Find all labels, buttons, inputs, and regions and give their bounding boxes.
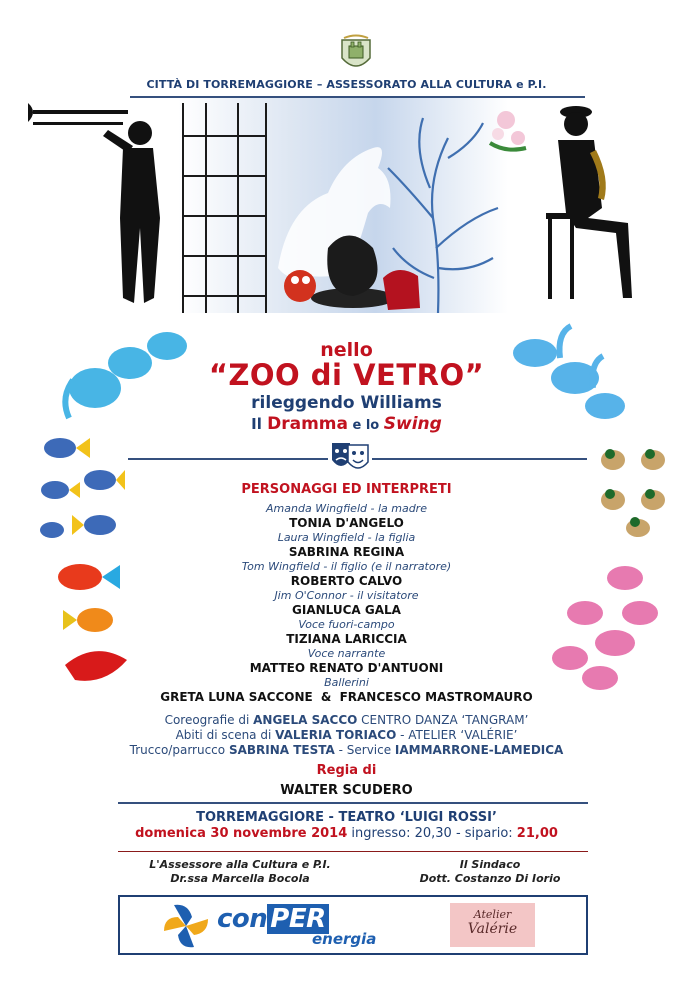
credit-makeup [0, 743, 693, 757]
direction-label: Regia di [316, 763, 377, 778]
role-voce-narrante: Voce narrante [307, 647, 386, 660]
credit-choreography [0, 713, 693, 727]
actor-sabrina: SABRINA REGINA [288, 545, 405, 559]
masks-divider-right [372, 458, 587, 460]
sindaco-name: Dott. Costanzo Di Iorio [419, 872, 561, 885]
role-laura: Laura Wingfield - la figlia [277, 531, 416, 544]
show-title: “ZOO di VETRO” [208, 358, 485, 392]
assessore-name: Dr.ssa Marcella Bocola [170, 872, 310, 885]
coat-of-arms [338, 34, 374, 74]
sipario-time: 21,00 [516, 826, 558, 841]
tagline-il: Il [251, 415, 268, 433]
role-voce-fuori-campo: Voce fuori-campo [298, 618, 395, 631]
ingresso-label: ingresso: [347, 826, 415, 841]
signature-divider [118, 851, 588, 852]
costumes-label: Abiti di scena di [175, 728, 276, 742]
venue-date-line [0, 826, 693, 841]
director-name: WALTER SCUDERO [280, 783, 413, 798]
credit-costumes [0, 728, 693, 742]
sponsor-box [118, 895, 588, 955]
sipario-label: - sipario: [451, 826, 517, 841]
costume-atelier: - ATELIER ‘VALÉRIE’ [396, 728, 518, 742]
atelier-line1: Atelier [473, 908, 512, 921]
dancers-names [0, 690, 693, 704]
sindaco-role: Il Sindaco [459, 858, 521, 871]
assessore-role: L'Assessore alla Cultura e P.I. [149, 858, 331, 871]
dancers-label: Ballerini [324, 676, 369, 689]
choreography-school: CENTRO DANZA ‘TANGRAM’ [357, 713, 529, 727]
masks-divider-left [128, 458, 328, 460]
venue-place: TORREMAGGIORE - TEATRO ‘LUIGI ROSSI’ [196, 810, 497, 825]
choreography-label: Coreografie di [164, 713, 254, 727]
actor-tiziana: TIZIANA LARICCIA [286, 632, 407, 646]
actor-roberto: ROBERTO CALVO [290, 574, 403, 588]
service-label: - Service [334, 743, 395, 757]
atelier-valerie-logo [450, 903, 535, 947]
conper-logo [162, 903, 442, 949]
tagline-swing: Swing [383, 414, 442, 434]
atelier-line2: Valérie [467, 921, 518, 937]
conper-per: PER [267, 904, 328, 934]
theatre-masks [330, 440, 370, 474]
conper-energia: energia [312, 930, 377, 948]
show-intro: nello [320, 339, 373, 361]
makeup-artist-name: SABRINA TESTA [228, 743, 335, 757]
page-title: CITTÀ DI TORREMAGGIORE – ASSESSORATO ALLA CULTURA e P.I. [146, 78, 547, 91]
venue-divider [118, 802, 588, 804]
trombone-player-silhouette [28, 103, 160, 303]
role-jim: Jim O'Connor - il visitatore [274, 589, 419, 602]
actor-matteo: MATTEO RENATO D'ANTUONI [249, 661, 444, 675]
conper-con: con [217, 904, 268, 934]
role-amanda: Amanda Wingfield - la madre [266, 502, 427, 515]
illustration-banner [28, 98, 668, 338]
coat-of-arms-icon [338, 34, 374, 74]
show-tagline [0, 414, 693, 434]
actor-gianluca: GIANLUCA GALA [292, 603, 401, 617]
ingresso-time: 20,30 [414, 826, 452, 841]
theatre-masks-icon [330, 440, 370, 474]
dancers-ampersand: & [320, 690, 332, 704]
cast-heading: PERSONAGGI ED INTERPRETI [241, 482, 452, 497]
actor-tonia: TONIA D'ANGELO [289, 516, 404, 530]
show-subtitle: rileggendo Williams [251, 393, 442, 413]
service-name: IAMMARRONE-LAMEDICA [394, 743, 564, 757]
tagline-dramma: Dramma [267, 414, 348, 434]
role-tom: Tom Wingfield - il figlio (e il narratore) [241, 560, 452, 573]
tagline-e-lo: e lo [347, 418, 384, 433]
choreographer-name: ANGELA SACCO [253, 713, 358, 727]
conper-pinwheel-icon [162, 903, 210, 949]
saxophone-player-silhouette [546, 106, 632, 299]
costume-designer-name: VALERIA TORIACO [275, 728, 397, 742]
event-date: domenica 30 novembre 2014 [135, 826, 348, 841]
makeup-label: Trucco/parrucco [129, 743, 229, 757]
conper-wordmark [217, 905, 329, 933]
dancer-francesco: FRANCESCO MASTROMAURO [339, 690, 533, 704]
dancer-greta: GRETA LUNA SACCONE [160, 690, 313, 704]
